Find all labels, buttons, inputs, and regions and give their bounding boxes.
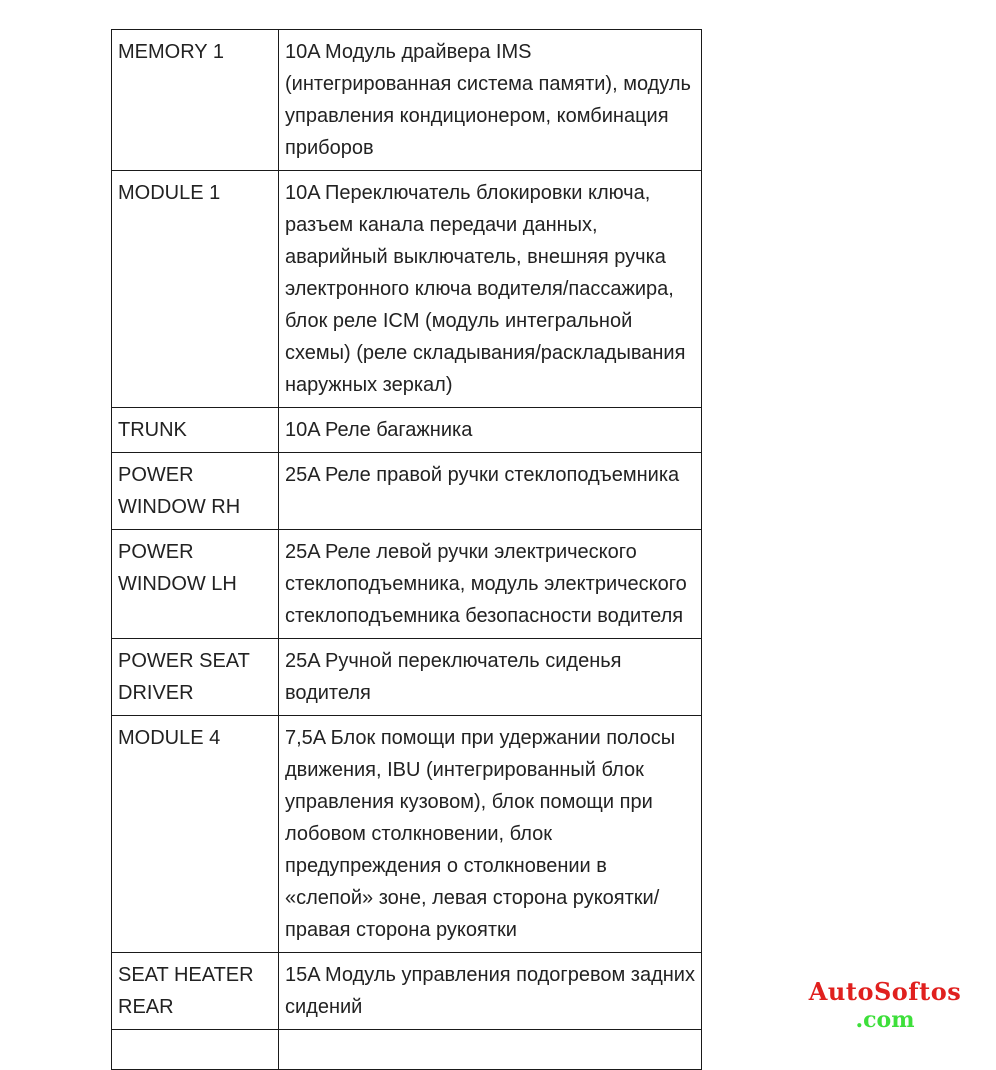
table-row bbox=[112, 30, 702, 171]
table-row bbox=[112, 408, 702, 453]
fuse-description: 10A Переключатель блокировки ключа, разъем канала передачи данных, аварийный выключатель, внешняя ручка электронного ключа водителя/пассажира, блок реле ICM (модуль интегральной схемы) (реле складывания/раскладывания наружных зеркал) bbox=[279, 171, 702, 408]
fuse-name: MEMORY 1 bbox=[112, 30, 279, 171]
fuse-description: 25A Реле левой ручки электрического стеклоподъемника, модуль электрического стеклоподъемника безопасности водителя bbox=[279, 530, 702, 639]
fuse-name: POWER SEAT DRIVER bbox=[112, 639, 279, 716]
fuse-description: 10A Реле багажника bbox=[279, 408, 702, 453]
fuse-table bbox=[111, 29, 702, 1070]
fuse-name: POWER WINDOW LH bbox=[112, 530, 279, 639]
table-row bbox=[112, 530, 702, 639]
watermark-logo bbox=[790, 978, 980, 1034]
watermark-line1: AutoSoftos bbox=[808, 977, 962, 1006]
watermark-line2: .com bbox=[855, 1007, 915, 1033]
fuse-description: 10A Модуль драйвера IMS (интегрированная система памяти), модуль управления кондиционером, комбинация приборов bbox=[279, 30, 702, 171]
table-row bbox=[112, 453, 702, 530]
fuse-name: MODULE 1 bbox=[112, 171, 279, 408]
fuse-description: 15A Модуль управления подогревом задних сидений bbox=[279, 953, 702, 1030]
fuse-name bbox=[112, 1030, 279, 1070]
table-row bbox=[112, 953, 702, 1030]
fuse-name: POWER WINDOW RH bbox=[112, 453, 279, 530]
fuse-description: 25A Ручной переключатель сиденья водителя bbox=[279, 639, 702, 716]
fuse-description: 25A Реле правой ручки стеклоподъемника bbox=[279, 453, 702, 530]
table-row bbox=[112, 716, 702, 953]
fuse-name: SEAT HEATER REAR bbox=[112, 953, 279, 1030]
fuse-name: TRUNK bbox=[112, 408, 279, 453]
fuse-description bbox=[279, 1030, 702, 1070]
fuse-description: 7,5A Блок помощи при удержании полосы движения, IBU (интегрированный блок управления кузовом), блок помощи при лобовом столкновении, блок предупреждения о столкновении в «слепой» зоне, левая сторона рукоятки/правая сторона рукоятки bbox=[279, 716, 702, 953]
table-row bbox=[112, 1030, 702, 1070]
table-row bbox=[112, 171, 702, 408]
table-row bbox=[112, 639, 702, 716]
fuse-name: MODULE 4 bbox=[112, 716, 279, 953]
